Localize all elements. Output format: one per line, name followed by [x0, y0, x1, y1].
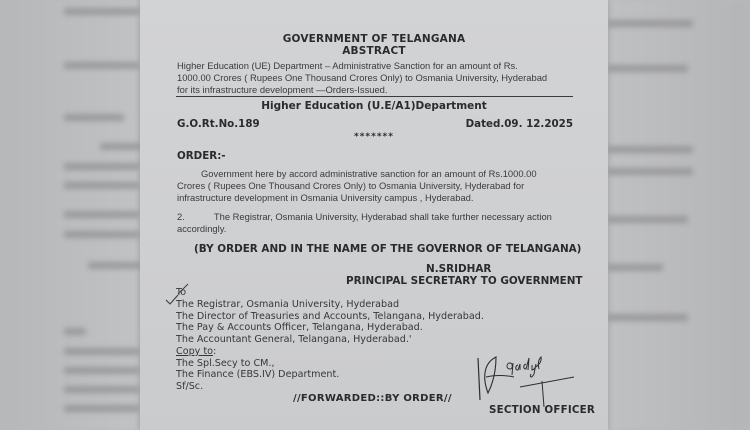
copy-item: The Spl.Secy to CM., — [176, 357, 275, 369]
governor-order-line: (BY ORDER AND IN THE NAME OF THE GOVERNOR OF TELANGANA) — [194, 243, 582, 255]
copy-item: Sf/Sc. — [176, 380, 204, 392]
copy-to-heading — [176, 346, 484, 358]
order-label: ORDER:- — [177, 150, 226, 162]
blurred-background-right — [600, 0, 750, 430]
department-line: Higher Education (U.E/A1)Department — [261, 100, 487, 112]
recipient-item: The Registrar, Osmania University, Hyderabad — [176, 299, 400, 310]
blurred-background-left — [0, 0, 140, 430]
paragraph-line: Crores ( Rupees One Thousand Crores Only) to Osmania University, Hyderabad for — [177, 180, 525, 191]
order-paragraph-2 — [177, 211, 572, 235]
copy-item: The Finance (EBS.IV) Department. — [176, 369, 340, 381]
paragraph-line: infrastructure development in Osmania University campus , Hyderabad. — [177, 192, 474, 203]
to-label: To — [176, 287, 187, 298]
paragraph-line: Government here by accord administrative sanction for an amount of Rs.1000.00 — [201, 168, 537, 179]
paragraph-line: The Registrar, Osmania University, Hyderabad shall take further necessary action — [213, 211, 552, 222]
signatory-title: PRINCIPAL SECRETARY TO GOVERNMENT — [346, 275, 583, 287]
signatory-name: N.SRIDHAR — [426, 263, 492, 275]
document-subheading: ABSTRACT — [342, 45, 406, 57]
signature-icon — [474, 355, 594, 410]
go-number: G.O.Rt.No.189 — [177, 118, 260, 130]
recipient-item: The Director of Treasuries and Accounts, Telangana, Hyderabad. — [176, 310, 484, 322]
copy-to-colon: : — [213, 345, 217, 357]
abstract-line: Higher Education (UE) Department – Administrative Sanction for an amount of Rs. — [177, 60, 518, 71]
separator-stars: ******* — [354, 132, 394, 142]
abstract-line: for its infrastructure development —Orders-Issued. — [177, 84, 388, 95]
divider-rule — [176, 96, 573, 97]
forwarded-line: //FORWARDED::BY ORDER// — [293, 393, 452, 404]
recipients-list — [176, 299, 484, 393]
government-order-document — [140, 0, 608, 430]
document-heading: GOVERNMENT OF TELANGANA — [282, 33, 466, 45]
recipient-item: The Accountant General, Telangana, Hyderabad.' — [176, 334, 412, 346]
signature-text — [520, 362, 523, 363]
abstract-text — [177, 60, 572, 96]
abstract-line: 1000.00 Crores ( Rupees One Thousand Crores Only) to Osmania University, Hyderabad — [177, 72, 548, 83]
date-line: Dated.09. 12.2025 — [465, 118, 573, 130]
order-paragraph-1 — [177, 168, 572, 204]
recipient-item: The Pay & Accounts Officer, Telangana, Hyderabad. — [176, 322, 423, 334]
section-officer-label: SECTION OFFICER — [489, 404, 595, 416]
paragraph-number: 2. — [177, 211, 185, 222]
copy-to-label: Copy to — [176, 345, 214, 357]
paragraph-line: accordingly. — [177, 223, 227, 234]
